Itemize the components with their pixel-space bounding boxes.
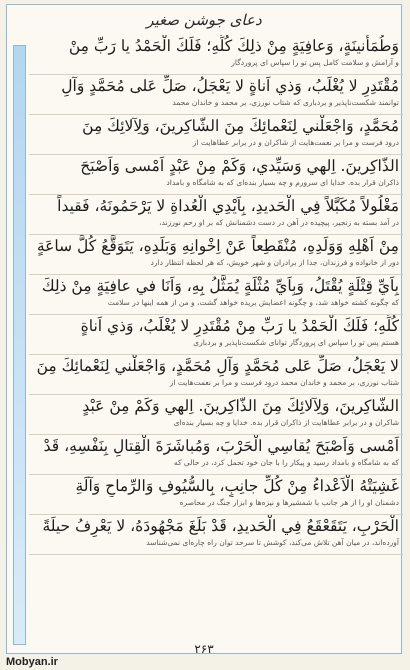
prayer-line (29, 515, 403, 555)
prayer-line (29, 315, 403, 355)
prayer-line (29, 395, 403, 435)
arabic-text: الْحَرْبِ، يَتَقَعْقَعُ فِي الْحَديدِ، قَدْ بَلَغَ مَجْهُودَهُ، لا يَعْرِفُ حيلَةً (42, 517, 399, 535)
persian-translation: توانمند شکست‌ناپذیر و بردباری که شتاب نورزی، بر محمد و خاندان محمد (172, 98, 399, 107)
persian-translation: که چگونه کشته خواهد شد، و چگونه اعضایش بریده خواهد گشت، و من از همه اینها در سلامت (107, 298, 399, 307)
prayer-line (29, 235, 403, 275)
prayer-line (29, 195, 403, 235)
prayer-line (29, 275, 403, 315)
arabic-text: مَغْلُولاً مُكَبَّلاً فِي الْحَديدِ، بِاَيْدِي الْعُداةِ لا يَرْحَمُونَهُ، فَقيداً (57, 197, 399, 215)
persian-translation: دشمنان او را از هر جانب با شمشیرها و نیزه‌ها و ابزار جنگ در محاصره (179, 498, 399, 507)
persian-translation: ذاکران قرار بده. خدایا ای سرورم و چه بسیار بنده‌ای که به شامگاه و بامداد (166, 178, 399, 187)
persian-translation: که به شامگاه و بامداد رسید و پیکار را با جان خود تحمل کرد، در حالی که (173, 458, 399, 467)
persian-translation: هستم پس تو را سپاس ای پروردگار توانای شکست‌ناپذیر و بردباری (193, 338, 399, 347)
page-frame (6, 4, 402, 654)
arabic-text: كُلِّهِ؛ فَلَكَ الْحَمْدُ يا رَبِّ مِنْ مُقْتَدِرٍ لا يُغْلَبُ، وَذي اَناةٍ (80, 317, 399, 335)
prayer-line (29, 115, 403, 155)
arabic-text: لا يَعْجَلُ، صَلِّ عَلى مُحَمَّدٍ وَآلِ مُحَمَّدٍ، وَاجْعَلْني لِنَعْمائِكَ مِنَ (36, 357, 399, 375)
page-title: دعای جوشن صغیر (146, 11, 262, 29)
arabic-text: مُحَمَّدٍ، وَاجْعَلْني لِنَعْمائِكَ مِنَ الشّاكِرينَ، وَلِآلائِكَ مِنَ (82, 117, 399, 135)
persian-translation: درود فرست و مرا بر نعمت‌هایت از شاکران و در برابر عطاهایت از (192, 138, 399, 147)
persian-translation: در آمد بسته به زنجیر، پیچیده در آهن در دست دشمنانش که بر او رحم نورزند، (159, 218, 399, 227)
arabic-text: مُقْتَدِرٍ لا يُغْلَبُ، وَذي اَناةٍ لا يَعْجَلُ، صَلِّ عَلى مُحَمَّدٍ وَآلِ (61, 77, 399, 95)
persian-translation: شتاب نورزی، بر محمد و خاندان محمد درود فرست و مرا بر نعمت‌هایت از (169, 378, 399, 387)
arabic-text: غَشِيَتْهُ الْاَعْداءُ مِنْ كُلِّ جانِبٍ، بِالسُّيُوفِ وَالرِّماحِ وَآلَةِ (75, 477, 399, 495)
prayer-line (29, 435, 403, 475)
arabic-text: الشّاكِرينَ، وَلِآلائِكَ مِنَ الذّاكِرينَ. اِلهي وَكَمْ مِنْ عَبْدٍ (82, 397, 399, 415)
prayer-line (29, 475, 403, 515)
prayer-line (29, 155, 403, 195)
persian-translation: و آرامش و سلامت کامل پس تو را سپاس ای پروردگار (231, 58, 399, 67)
arabic-text: اَمْسى وَاَصْبَحَ يُقاسِي الْحَرْبَ، وَمُباشَرَةَ الْقِتالِ بِنَفْسِهِ، قَدْ (43, 437, 399, 455)
arabic-text: الذّاكِرينَ. اِلهي وَسَيِّدي، وَكَمْ مِنْ عَبْدٍ اَمْسى وَاَصْبَحَ (80, 157, 399, 175)
arabic-text: بِاَيِّ قِتْلَةٍ يُقْتَلُ، وَبِاَيِّ مُثْلَةٍ يُمَثَّلُ بِهِ، وَاَنَا في عافِيَةٍ مِنْ ذلِكَ (41, 277, 399, 295)
prayer-line (29, 75, 403, 115)
prayer-line (29, 35, 403, 75)
left-border-band (13, 45, 26, 645)
arabic-text: مِنْ اَهْلِهِ وَوَلَدِهِ، مُنْقَطِعاً عَنْ اِخْوانِهِ وَبَلَدِهِ، يَتَوَقَّعُ كُلَّ ساعَةٍ (36, 237, 399, 255)
prayer-text (29, 35, 403, 555)
arabic-text: وَطُمَأْنينَةٍ، وَعافِيَةٍ مِنْ ذلِكَ كُلِّهِ؛ فَلَكَ الْحَمْدُ يا رَبِّ مِنْ (68, 37, 399, 55)
persian-translation: شاکران و در برابر عطاهایت از ذاکران قرار بده. خدایا و چه بسیار بنده‌ای (173, 418, 399, 427)
page-number: ۲۶۳ (194, 642, 214, 656)
persian-translation: آورده‌اند، در میان آهن تلاش می‌کند، کوشش تا سرحد توان راه چاره‌ای نمی‌شناسد (146, 538, 399, 547)
prayer-line (29, 355, 403, 395)
watermark: Mobyan.ir (6, 656, 58, 668)
persian-translation: دور از خانواده و فرزندان، جدا از برادران و شهر خویش، که هر لحظه انتظار دارد (150, 258, 399, 267)
